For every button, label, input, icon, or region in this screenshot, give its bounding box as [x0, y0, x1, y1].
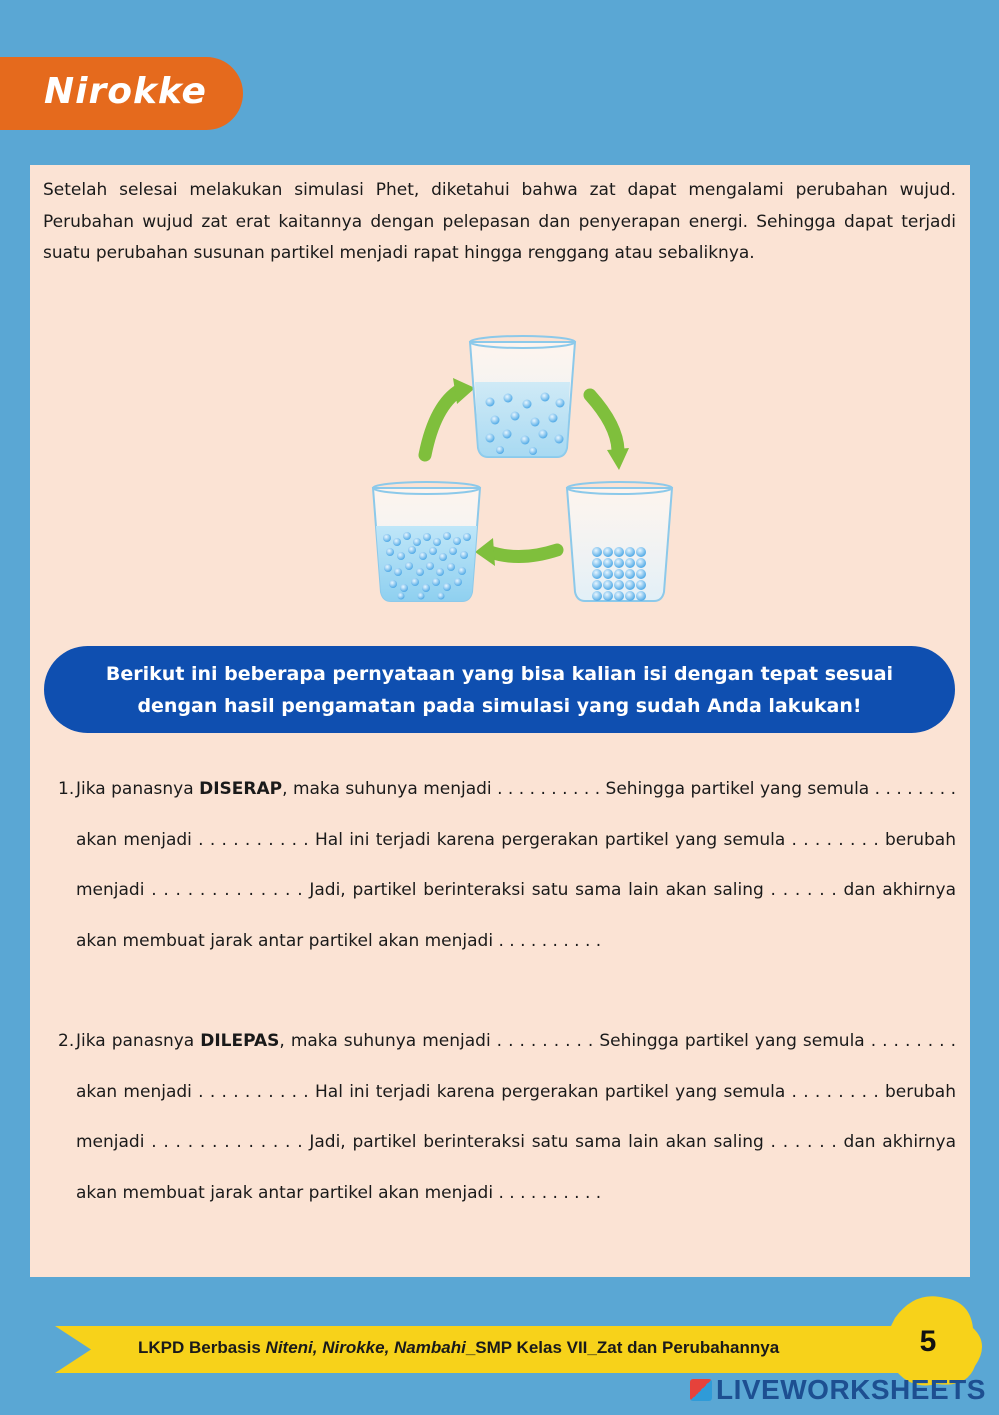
question-2 — [58, 1016, 956, 1218]
question-text-rest[interactable]: , maka suhunya menjadi . . . . . . . . . . Sehingga partikel yang semula . . . . . . . . akan menjadi . . . . . . . . . . Hal ini terjadi karena pergerakan partikel yang semula . . . . . . . . berubah menjadi . . . . . . . . . . . . . Jadi, partikel berinteraksi satu sama lain akan saling . . . . . . dan akhirnya akan membuat jarak antar partikel akan menjadi . . . . . . . . . . — [76, 779, 956, 951]
question-text-start: Jika panasnya — [76, 779, 200, 799]
question-number: 2. — [58, 1031, 75, 1051]
section-title-tab — [0, 57, 243, 130]
question-1 — [58, 764, 956, 966]
question-number: 1. — [58, 779, 75, 799]
section-title: Nirokke — [44, 71, 207, 112]
intro-paragraph: Setelah selesai melakukan simulasi Phet, diketahui bahwa zat dapat mengalami perubahan wujud. Perubahan wujud zat erat kaitannya dengan pelepasan dan penyerapan energi. Sehingga dapat terjadi suatu perubahan susunan partikel menjadi rapat hingga renggang atau sebaliknya. — [43, 180, 956, 263]
question-keyword: DISERAP — [199, 779, 283, 799]
footer-caption — [138, 1334, 858, 1362]
question-text-start: Jika panasnya — [76, 1031, 201, 1051]
question-keyword: DILEPAS — [200, 1031, 280, 1051]
instruction-text: Berikut ini beberapa pernyataan yang bisa kalian isi dengan tepat sesuai dengan hasil pengamatan pada simulasi yang sudah Anda lakukan! — [105, 662, 894, 717]
liveworksheets-watermark — [690, 1374, 986, 1410]
instruction-banner — [44, 646, 955, 733]
watermark-text: LIVEWORKSHEETS — [716, 1374, 986, 1405]
question-text-rest[interactable]: , maka suhunya menjadi . . . . . . . . . Sehingga partikel yang semula . . . . . . . . akan menjadi . . . . . . . . . . Hal ini terjadi karena pergerakan partikel yang semula . . . . . . . . berubah menjadi . . . . . . . . . . . . . Jadi, partikel berinteraksi satu sama lain akan saling . . . . . . dan akhirnya akan membuat jarak antar partikel akan menjadi . . . . . . . . . . — [76, 1031, 956, 1203]
footer-prefix: LKPD Berbasis — [138, 1338, 266, 1357]
liveworksheets-logo-icon — [690, 1379, 712, 1401]
footer-italic: Niteni, Nirokke, Nambahi — [265, 1338, 466, 1357]
content-card — [30, 165, 970, 1277]
page-number: 5 — [919, 1325, 937, 1358]
states-of-matter-cycle-icon — [335, 330, 675, 610]
footer-suffix: _SMP Kelas VII_Zat dan Perubahannya — [465, 1338, 780, 1357]
